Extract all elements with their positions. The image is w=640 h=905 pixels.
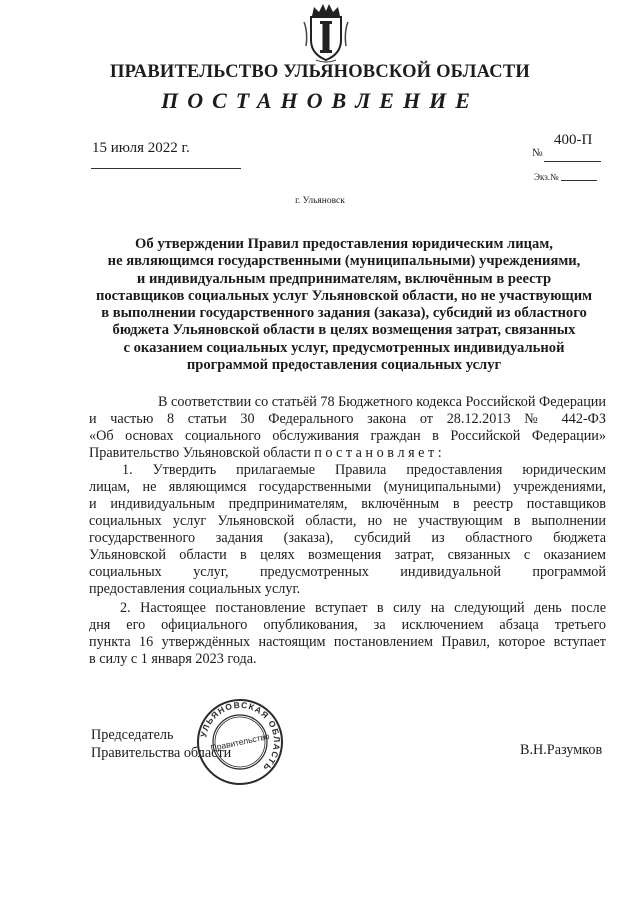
document-type: ПОСТАНОВЛЕНИЕ [161,88,479,113]
body-line: «Об основах социального обслуживания граждан в Российской Федерации» [89,428,606,444]
title-line: поставщиков социальных услуг Ульяновской области, но не участвующим [95,287,593,304]
signer-position-line2: Правительства области [91,745,232,761]
document-date: 15 июля 2022 г. [92,140,190,156]
document-number [532,132,604,162]
body-line: социальных услуг Ульяновской области, но не участвующим в выполнении [89,513,606,529]
title-line: бюджета Ульяновской области в целях возмещения затрат, связанных [112,322,576,339]
body-line: государственного задания (заказа), субсидий из областного бюджета [89,530,606,546]
title-line: Об утверждении Правил предоставления юридическим лицам, [135,236,553,252]
body-line: социальных услуг, предусмотренных индивидуальной программой [89,564,606,580]
body-line: дня его официального опубликования, за исключением абзаца третьего [89,617,606,633]
organization-name: ПРАВИТЕЛЬСТВО УЛЬЯНОВСКОЙ ОБЛАСТИ [110,62,530,82]
body-line: предоставления социальных услуг. [89,581,301,597]
document-title [84,236,604,374]
body-line: 1. Утвердить прилагаемые Правила предоставления юридическим [122,462,606,478]
date-underline [91,168,241,169]
coat-of-arms-icon [300,2,352,64]
number-underline [544,161,601,162]
copy-underline [561,180,597,181]
title-line: не являющимся государственными (муниципальными) учреждениями, [107,253,581,270]
body-line: лицам, не являющимся государственными (муниципальными) учреждениями, [89,479,606,495]
signer-name: В.Н.Разумков [520,742,603,758]
copy-label: Экз.№ [534,172,559,182]
stamp-ring-text: УЛЬЯНОВСКАЯ ОБЛАСТЬ [198,699,283,774]
body-line: В соответствии со статьёй 78 Бюджетного кодекса Российской Федерации [158,394,606,410]
title-line: программой предоставления социальных услуг [186,357,502,374]
city: г. Ульяновск [295,196,345,206]
body-line: в силу с 1 января 2023 года. [89,651,257,667]
body-line: 2. Настоящее постановление вступает в силу на следующий день после [120,600,606,616]
official-stamp-icon [196,698,284,786]
number-value: 400-П [554,132,593,148]
stamp-center-text: Правительство [209,730,271,754]
body-line: и частью 8 статьи 30 Федерального закона от 28.12.2013 № 442-ФЗ [89,411,606,427]
title-line: в выполнении государственного задания (заказа), субсидий из областного [101,305,587,322]
body-line: и индивидуальным предпринимателям, включённым в реестр поставщиков [89,496,606,512]
body-line: Ульяновской области в целях возмещения затрат, связанных с оказанием [89,547,606,563]
copy-number [534,172,597,182]
body-line: Правительство Ульяновской области п о с т а н о в л я е т : [89,445,442,461]
body-line: пункта 16 утверждённых настоящим постановлением Правил, которое вступает [89,634,606,650]
signer-position-line1: Председатель [91,727,174,743]
title-line: с оказанием социальных услуг, предусмотренных индивидуальной [123,339,565,356]
title-line: и индивидуальным предпринимателям, включённым в реестр [136,270,552,287]
number-sign: № [532,147,543,159]
